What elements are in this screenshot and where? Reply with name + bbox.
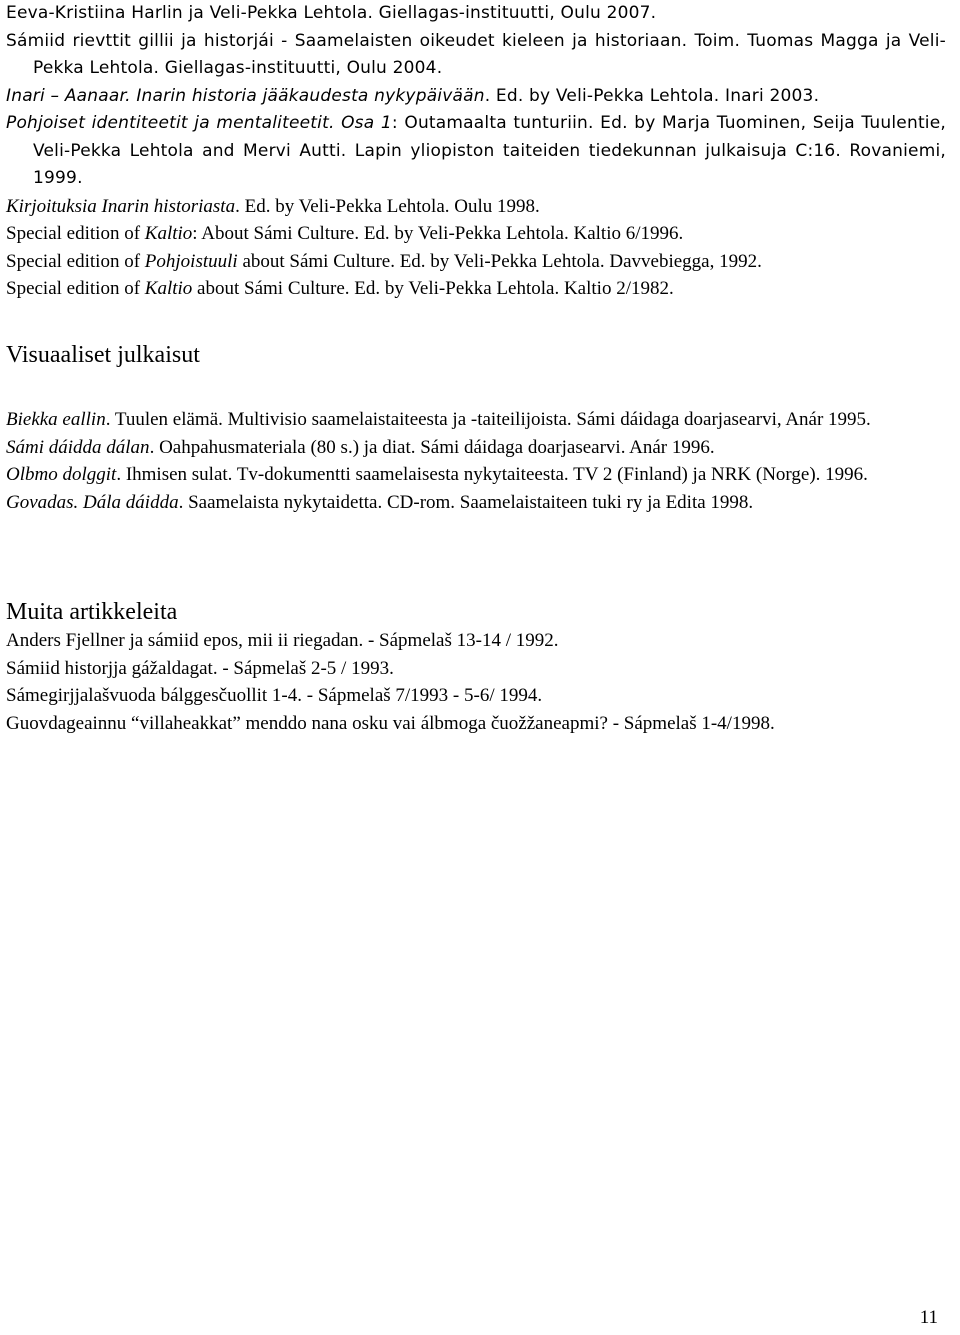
title-text: Pohjoistuuli (144, 250, 238, 272)
title-text: Biekka eallin (6, 409, 106, 430)
bibliography-list (6, 0, 946, 303)
title-text: Kaltio (144, 223, 193, 244)
reference-text: Special edition of (6, 278, 145, 299)
reference-entry (6, 682, 946, 710)
reference-text: Anders Fjellner ja sámiid epos, mii ii riegadan. - Sápmelaš 13-14 / 1992. (6, 630, 559, 651)
reference-entry (6, 193, 946, 221)
visual-publications-list (6, 406, 946, 516)
title-text: Kaltio (144, 278, 193, 299)
section-heading-articles: Muita artikkeleita (6, 599, 178, 625)
reference-entry (6, 655, 946, 683)
reference-entry (6, 275, 946, 303)
other-articles-list (6, 627, 946, 737)
reference-entry (6, 220, 946, 248)
reference-text: Special edition of (6, 250, 145, 272)
reference-text: Special edition of (6, 223, 145, 244)
reference-text: Eeva-Kristiina Harlin ja Veli-Pekka Lehtola. Giellagas-instituutti, Oulu 2007. (6, 3, 657, 23)
reference-entry (6, 248, 946, 276)
reference-entry (6, 434, 946, 462)
title-text: Olbmo dolggit (6, 464, 117, 485)
reference-text: . Ed. by Veli-Pekka Lehtola. Oulu 1998. (235, 195, 540, 217)
reference-entry (6, 489, 946, 517)
title-text: Inari – Aanaar. Inarin historia jääkaudesta nykypäivään (6, 85, 485, 106)
reference-entry (6, 710, 946, 738)
title-text: Pohjoiset identiteetit ja mentaliteetit. Osa 1 (6, 113, 392, 133)
reference-text: . Ed. by Veli-Pekka Lehtola. Inari 2003. (484, 85, 820, 106)
title-text: Govadas. Dála dáidda (6, 491, 179, 513)
reference-text: Sámiid historjja gážaldagat. - Sápmelaš 2-5 / 1993. (6, 657, 394, 679)
title-text: Sámi dáidda dálan (6, 436, 150, 458)
reference-text: about Sámi Culture. Ed. by Veli-Pekka Lehtola. Kaltio 2/1982. (192, 278, 674, 299)
reference-text: . Saamelaista nykytaidetta. CD-rom. Saamelaistaiteen tuki ry ja Edita 1998. (178, 491, 754, 513)
section-heading-visual: Visuaaliset julkaisut (6, 342, 200, 368)
reference-text: Guovdageainnu “villaheakkat” menddo nana osku vai álbmoga čuožžaneapmi? - Sápmelaš 1-4/1998. (6, 712, 775, 734)
reference-text: Sámiid rievttit gillii ja historjái - Saamelaisten oikeudet kieleen ja historiaan. Toim. Tuomas Magga ja Veli-Pekka Lehtola. Giellagas-instituutti, Oulu 2004. (6, 30, 946, 78)
reference-entry (6, 83, 946, 111)
reference-entry (6, 28, 946, 83)
visual-publications-section (6, 340, 946, 516)
reference-entry (6, 110, 946, 193)
reference-text: : Outamaalta tunturiin. Ed. by Marja Tuominen, Seija Tuulentie, Veli-Pekka Lehtola and Mervi Autti. Lapin yliopiston taiteiden tiedekunnan julkaisuja C:16. Rovaniemi, 1999. (33, 113, 946, 188)
reference-text: . Tuulen elämä. Multivisio saamelaistaiteesta ja -taiteilijoista. Sámi dáidaga doarjasearvi, Anár 1995. (105, 409, 871, 430)
reference-text: about Sámi Culture. Ed. by Veli-Pekka Lehtola. Davvebiegga, 1992. (237, 250, 762, 272)
reference-text: Sámegirjjalašvuoda bálggesčuollit 1-4. - Sápmelaš 7/1993 - 5-6/ 1994. (6, 685, 543, 706)
reference-text: . Oahpahusmateriala (80 s.) ja diat. Sámi dáidaga doarjasearvi. Anár 1996. (149, 436, 715, 458)
page-number: 11 (919, 1307, 938, 1328)
reference-entry (6, 461, 946, 489)
reference-text: : About Sámi Culture. Ed. by Veli-Pekka Lehtola. Kaltio 6/1996. (192, 223, 684, 244)
reference-entry (6, 0, 946, 28)
other-articles-section (6, 597, 946, 737)
reference-entry (6, 627, 946, 655)
reference-text: . Ihmisen sulat. Tv-dokumentti saamelaisesta nykytaiteesta. TV 2 (Finland) ja NRK (Norge). 1996. (116, 464, 868, 485)
reference-entry (6, 406, 946, 434)
title-text: Kirjoituksia Inarin historiasta (6, 195, 236, 217)
